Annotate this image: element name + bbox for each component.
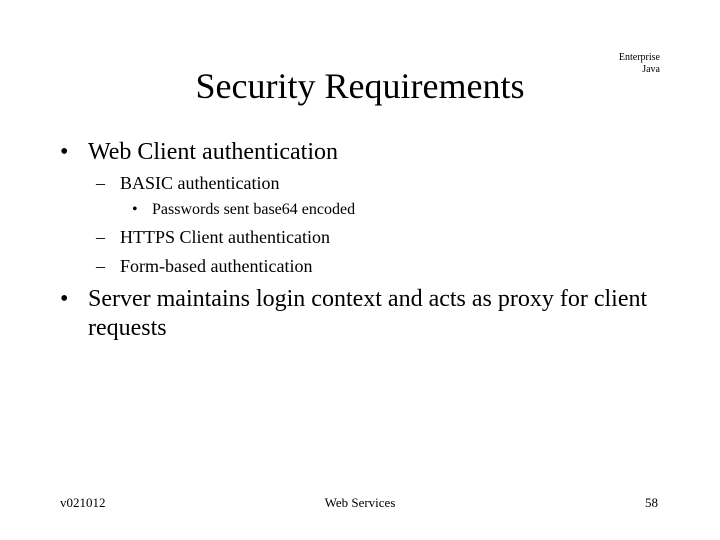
sub-bullet-item xyxy=(96,226,330,248)
bullet-marker: • xyxy=(132,201,138,218)
slide-title: Security Requirements xyxy=(195,66,525,106)
sub-bullet-text: BASIC authentication xyxy=(120,173,280,193)
sub-sub-bullet-item xyxy=(132,200,355,220)
sub-bullet-text: Form-based authentication xyxy=(120,256,313,276)
corner-label-line-2: Java xyxy=(642,64,660,75)
bullet-item xyxy=(60,285,660,343)
dash-marker: – xyxy=(96,227,105,247)
page-number: 58 xyxy=(645,495,658,510)
bullet-text: Web Client authentication xyxy=(88,139,338,165)
sub-sub-bullet-text: Passwords sent base64 encoded xyxy=(152,201,356,218)
bullet-text: Server maintains login context and acts as proxy for client requests xyxy=(88,286,648,341)
bullet-item xyxy=(60,138,660,167)
corner-label xyxy=(619,52,660,76)
corner-label-line-1: Enterprise xyxy=(618,52,660,63)
dash-marker: – xyxy=(96,256,105,276)
footer-version: v021012 xyxy=(60,495,106,510)
sub-bullet-text: HTTPS Client authentication xyxy=(120,227,330,247)
bullet-marker: • xyxy=(60,139,69,165)
footer-title: Web Services xyxy=(324,495,396,510)
bullet-marker: • xyxy=(60,286,69,312)
dash-marker: – xyxy=(96,173,105,193)
sub-bullet-item xyxy=(96,172,279,194)
sub-bullet-item xyxy=(96,255,312,277)
